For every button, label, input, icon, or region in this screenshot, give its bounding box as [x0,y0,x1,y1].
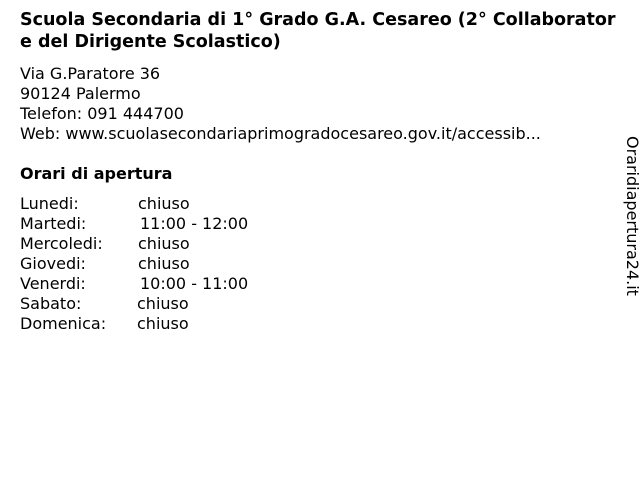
day-label: Sabato: [20,294,82,313]
day-hours: chiuso [137,314,189,333]
day-label: Lunedi: [20,194,79,213]
day-label: Giovedi: [20,254,86,273]
day-label: Mercoledi: [20,234,103,253]
day-label: Martedi: [20,214,87,233]
day-hours: 11:00 - 12:00 [140,214,249,233]
page-title: Scuola Secondaria di 1° Grado G.A. Cesareo (2° Collaboratore del Dirigente Scolastico) [20,10,616,52]
day-hours: chiuso [137,294,189,313]
day-hours: chiuso [138,254,190,273]
website-link[interactable]: www.scuolasecondariaprimogradocesareo.gov.it/accessib... [65,124,541,143]
street-address: Via G.Paratore 36 [20,64,161,83]
city-postcode: 90124 Palermo [20,84,141,103]
web-line [20,124,541,144]
day-hours: 10:00 - 11:00 [140,274,249,293]
web-label: Web: [20,124,61,143]
address-block [20,64,541,144]
day-label: Venerdi: [20,274,86,293]
phone-label: Telefon: [20,104,83,123]
phone-number: 091 444700 [87,104,184,123]
opening-hours-heading: Orari di apertura [20,164,173,183]
phone-line [20,104,541,124]
day-label: Domenica: [20,314,107,333]
day-hours: chiuso [138,194,190,213]
day-hours: chiuso [138,234,190,253]
site-brand-vertical: Oraridiapertura24.it [623,136,642,296]
